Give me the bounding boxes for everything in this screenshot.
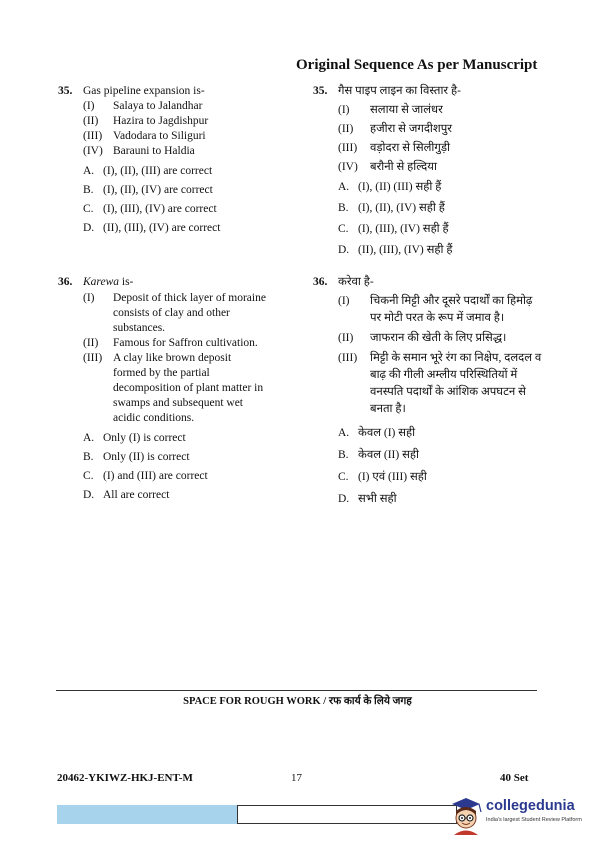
statement-item: (II) Hazira to Jagdishpur [83, 115, 209, 127]
mascot-icon [448, 795, 484, 835]
question-number: 35. [58, 85, 73, 97]
statement-list [338, 103, 452, 175]
option-a: A. (I), (II) (III) सही हैं [338, 181, 442, 193]
statement-item: (I) Salaya to Jalandhar [83, 100, 203, 112]
option-d: D. (II), (III), (IV) सही हैं [338, 244, 453, 256]
question-text: करेवा है- [338, 276, 374, 288]
option-c: C. (I), (III), (IV) सही हैं [338, 223, 449, 235]
statement-item: (III) Vadodara to Siliguri [83, 130, 206, 142]
question-35-hi [313, 84, 553, 264]
statement-item: (IV) बरौनी से हल्दिया [338, 161, 437, 173]
option-a: A. Only (I) is correct [83, 432, 186, 444]
page-heading: Original Sequence As per Manuscript [296, 57, 538, 73]
option-c: C. (I) एवं (III) सही [338, 471, 427, 483]
option-list [83, 431, 208, 503]
option-list [338, 426, 427, 507]
option-d: D. (II), (III), (IV) are correct [83, 222, 221, 234]
option-list [83, 164, 220, 236]
statement-list [83, 99, 208, 159]
question-text: Karewa is- [83, 276, 134, 288]
brand-tagline: India's largest Student Review Platform [486, 817, 582, 823]
question-number: 36. [313, 276, 328, 288]
statement-list [83, 291, 266, 426]
question-text: गैस पाइप लाइन का विस्तार है- [338, 85, 461, 97]
statement-item: (II) जाफरान की खेती के लिए प्रसिद्ध। [338, 332, 507, 344]
statement-item: (I) Deposit of thick layer of moraine consists of clay and other substances. [83, 292, 266, 334]
question-number: 36. [58, 276, 73, 288]
statement-item: (IV) Barauni to Haldia [83, 145, 195, 157]
question-36-hi [313, 275, 553, 515]
option-b: B. (I), (II), (IV) सही हैं [338, 202, 445, 214]
footer-box [237, 805, 457, 824]
set-label: 40 Set [500, 772, 529, 784]
option-d: D. सभी सही [338, 493, 397, 505]
statement-item: (III) A clay like brown deposit formed by the partial decomposition of plant matter in swamps and subsequent wet acidic conditions. [83, 352, 264, 424]
option-b: B. Only (II) is correct [83, 451, 190, 463]
option-b: B. (I), (II), (IV) are correct [83, 184, 213, 196]
question-number: 35. [313, 85, 328, 97]
statement-list [338, 293, 541, 418]
paper-code: 20462-YKIWZ-HKJ-ENT-M [57, 772, 193, 784]
divider-line [56, 690, 537, 691]
option-a: A. (I), (II), (III) are correct [83, 165, 213, 177]
question-italic-term: Karewa [83, 276, 119, 288]
question-text: Gas pipeline expansion is- [83, 85, 205, 97]
question-35-en [58, 84, 298, 254]
option-c: C. (I), (III), (IV) are correct [83, 203, 217, 215]
statement-item: (III) वड़ोदरा से सिलीगुड़ी [338, 142, 450, 154]
statement-item: (II) Famous for Saffron cultivation. [83, 337, 258, 349]
option-list [338, 180, 452, 258]
statement-item: (I) चिकनी मिट्टी और दूसरे पदार्थों का हिमोढ़ पर मोटी परत के रूप में जमाव है। [338, 295, 533, 324]
footer-color-bar [57, 805, 237, 824]
rough-work-label: SPACE FOR ROUGH WORK / रफ कार्य के लिये जगह [183, 696, 412, 707]
brand-name: collegedunia [486, 798, 575, 814]
option-d: D. All are correct [83, 489, 170, 501]
statement-item: (II) हजीरा से जगदीशपुर [338, 123, 452, 135]
option-a: A. केवल (I) सही [338, 427, 416, 439]
question-36-en [58, 275, 298, 505]
statement-item: (I) सलाया से जालंधर [338, 104, 443, 116]
statement-item: (III) मिट्टी के समान भूरे रंग का निक्षेप, दलदल व बाढ़ की गीली अम्लीय परिस्थितियों में वनस्पति पदार्थों के आंशिक अपघटन से बनता है। [338, 352, 542, 415]
option-b: B. केवल (II) सही [338, 449, 419, 461]
page-number: 17 [291, 772, 302, 784]
option-c: C. (I) and (III) are correct [83, 470, 208, 482]
collegedunia-logo [448, 795, 593, 835]
